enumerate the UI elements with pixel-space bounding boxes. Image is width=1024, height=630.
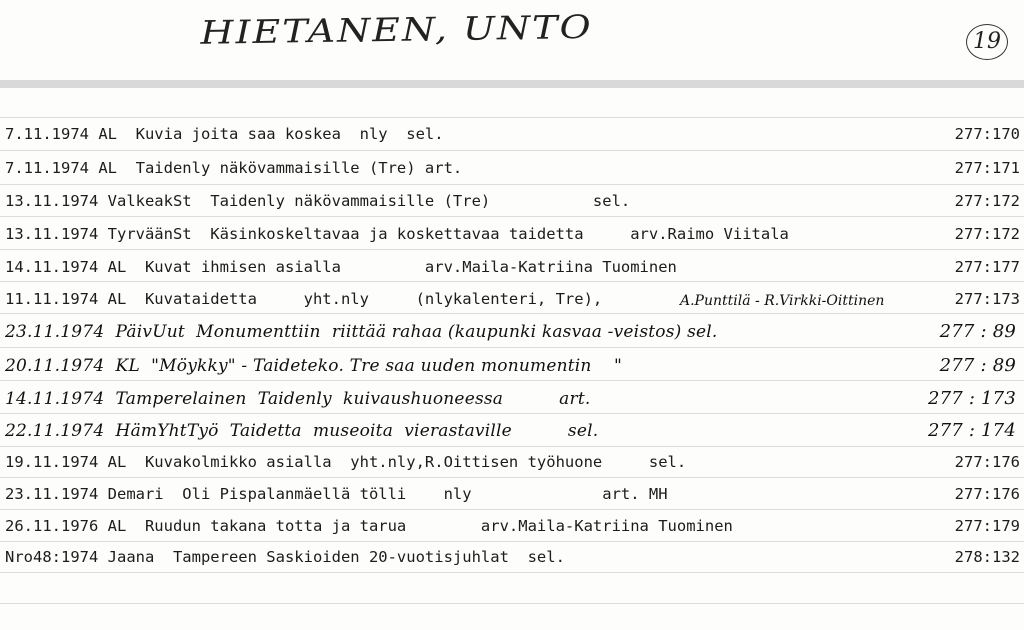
entry-ref: 277 : 89 [939, 355, 1016, 376]
ruled-line [0, 509, 1024, 510]
entry-ref: 277:176 [954, 485, 1020, 503]
ruled-line [0, 281, 1024, 282]
ruled-line [0, 603, 1024, 604]
entry-row [0, 416, 1024, 446]
ruled-line [0, 249, 1024, 250]
entry-text: 23.11.1974 Demari Oli Pispalanmäellä tölli nly art. MH [5, 485, 668, 503]
entry-text: 14.11.1974 Tamperelainen Taidenly kuivaushuoneessa art. [5, 389, 591, 409]
entry-text: 7.11.1974 AL Taidenly näkövammaisille (Tre) art. [5, 159, 463, 177]
card-title: HIETANEN, UNTO [200, 8, 594, 52]
entry-row [0, 186, 1024, 216]
card-number-badge: 19 [966, 24, 1008, 60]
entry-text: 23.11.1974 PäivUut Monumenttiin riittää rahaa (kaupunki kasvaa -veistos) sel. [5, 322, 718, 342]
ruled-line [0, 572, 1024, 573]
ruled-line [0, 347, 1024, 348]
entry-row [0, 219, 1024, 249]
entry-text: 14.11.1974 AL Kuvat ihmisen asialla arv.Maila-Katriina Tuominen [5, 258, 677, 276]
entry-row [0, 153, 1024, 183]
entry-row [0, 284, 1024, 314]
entry-ref: 277 : 173 [927, 388, 1016, 409]
entry-text: 22.11.1974 HämYhtTyö Taidetta museoita vierastaville sel. [5, 421, 599, 441]
entry-ref: 277:176 [954, 453, 1020, 471]
ruled-line [0, 313, 1024, 314]
ruled-line [0, 184, 1024, 185]
entry-text: Nro48:1974 Jaana Tampereen Saskioiden 20-vuotisjuhlat sel. [5, 548, 565, 566]
handwritten-note: A.Punttilä - R.Virkki-Oittinen [680, 293, 885, 309]
entry-row [0, 542, 1024, 572]
entry-row [0, 511, 1024, 541]
entry-text: 7.11.1974 AL Kuvia joita saa koskea nly sel. [5, 125, 444, 143]
entry-text: 13.11.1974 TyrväänSt Käsinkoskeltavaa ja koskettavaa taidetta arv.Raimo Viitala [5, 225, 789, 243]
entry-ref: 277:179 [954, 517, 1020, 535]
entry-ref: 278:132 [954, 548, 1020, 566]
entry-row [0, 252, 1024, 282]
entry-ref: 277:173 [954, 290, 1020, 308]
entry-row [0, 479, 1024, 509]
entry-ref: 277:170 [954, 125, 1020, 143]
entry-ref: 277:177 [954, 258, 1020, 276]
entry-row [0, 317, 1024, 347]
entry-row [0, 384, 1024, 414]
entry-text: 11.11.1974 AL Kuvataidetta yht.nly (nlykalenteri, Tre), [5, 290, 603, 308]
ruled-line [0, 380, 1024, 381]
entry-text: 26.11.1976 AL Ruudun takana totta ja tarua arv.Maila-Katriina Tuominen [5, 517, 733, 535]
ruled-line [0, 117, 1024, 118]
entry-ref: 277:171 [954, 159, 1020, 177]
entry-text: 20.11.1974 KL "Möykky" - Taideteko. Tre saa uuden monumentin " [5, 356, 623, 376]
entry-text: 19.11.1974 AL Kuvakolmikko asialla yht.nly,R.Oittisen työhuone sel. [5, 453, 687, 471]
entry-row [0, 351, 1024, 381]
entry-row [0, 447, 1024, 477]
ruled-line [0, 477, 1024, 478]
entry-ref: 277 : 174 [927, 420, 1016, 441]
header-divider [0, 80, 1024, 88]
entry-row [0, 119, 1024, 149]
ruled-line [0, 413, 1024, 414]
entry-ref: 277:172 [954, 225, 1020, 243]
ruled-line [0, 150, 1024, 151]
ruled-line [0, 216, 1024, 217]
entry-ref: 277 : 89 [939, 321, 1016, 342]
entry-ref: 277:172 [954, 192, 1020, 210]
entry-text: 13.11.1974 ValkeakSt Taidenly näkövammaisille (Tre) sel. [5, 192, 631, 210]
